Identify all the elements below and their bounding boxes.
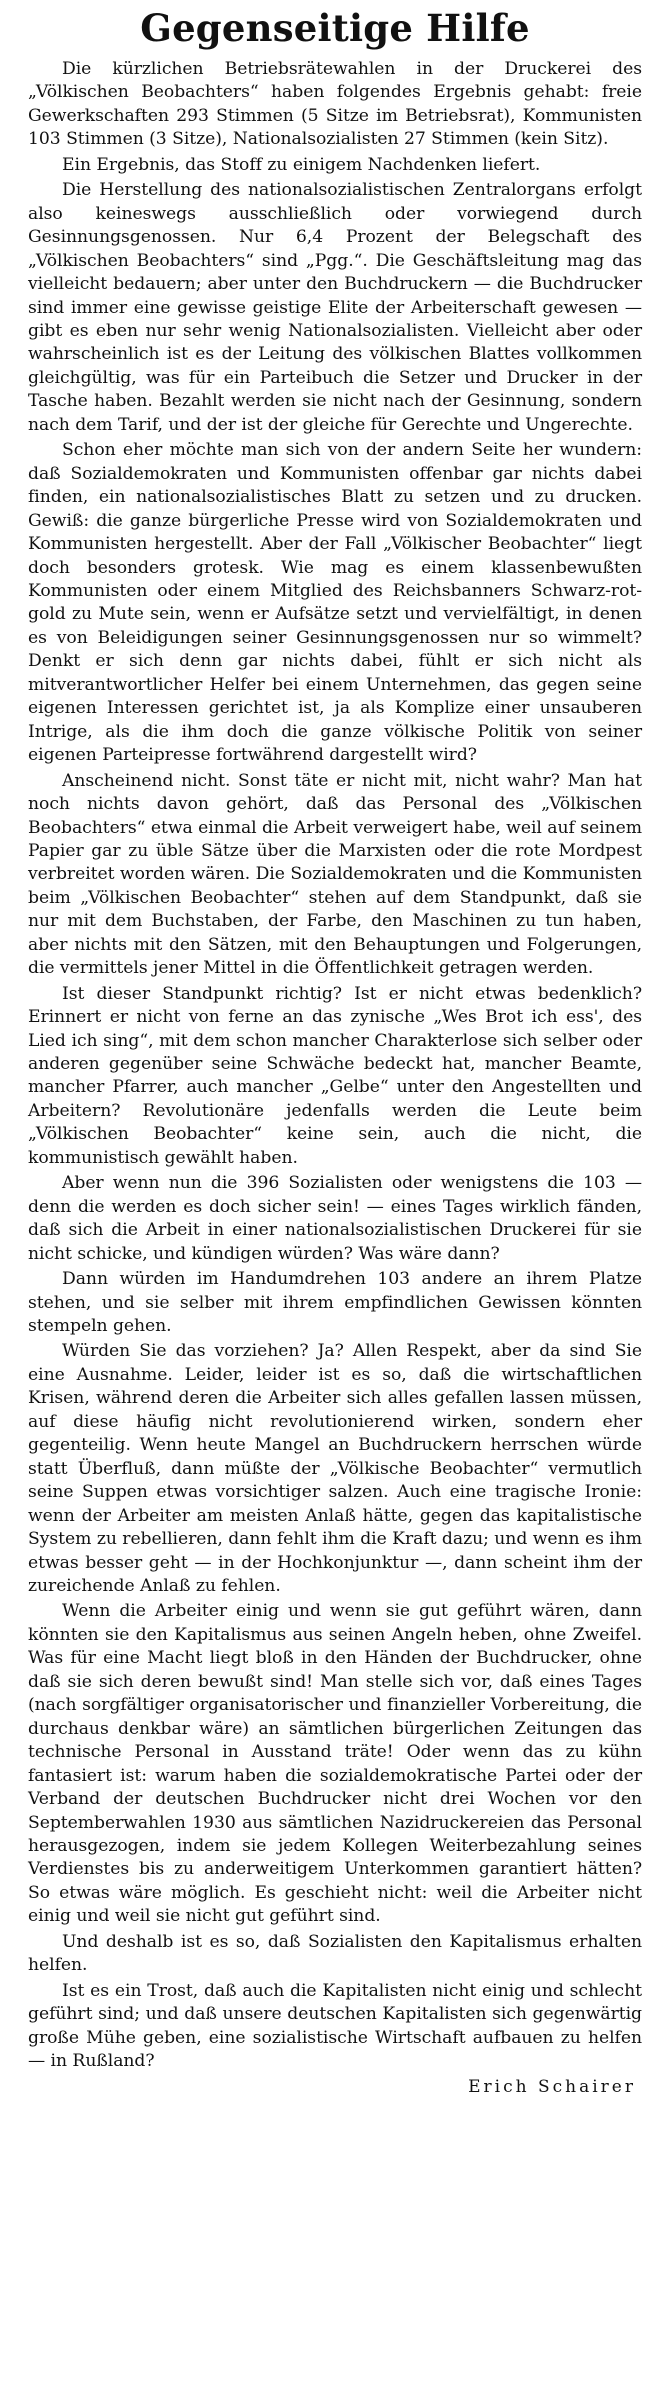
article-paragraph: Wenn die Arbeiter einig und wenn sie gut geführt wären, dann könnten sie den Kapitalismus aus seinen Angeln heben, ohne Zweifel. Was für eine Macht liegt bloß in den Händen der Buchdrucker, ohne daß sie sich deren bewußt sind! Man stelle sich vor, daß eines Tages (nach sorgfältiger organisatorischer und finanzieller Vorbereitung, die durchaus denkbar wäre) an sämtlichen bürgerlichen Zeitungen das technische Personal in Ausstand träte! Oder wenn das zu kühn fantasiert ist: warum haben die sozialdemokratische Partei oder der Verband der deutschen Buchdrucker nicht drei Wochen vor den Septemberwahlen 1930 aus sämtlichen Nazidruckereien das Personal herausgezogen, indem sie jedem Kollegen Weiterbezahlung seines Verdienstes bis zu anderweitigem Unterkommen garantiert hätten? So etwas wäre möglich. Es geschieht nicht: weil die Arbeiter nicht einig und weil sie nicht gut geführt sind. [28,1601,642,1927]
article-title: Gegenseitige Hilfe [140,6,530,50]
article-paragraph: Ist es ein Trost, daß auch die Kapitalisten nicht einig und schlecht geführt sind; und daß unsere deutschen Kapitalisten sich gegenwärtig große Mühe geben, eine sozialistische Wirtschaft aufbauen zu helfen — in Rußland? [28,1980,642,2072]
article-body [28,58,642,2074]
article-paragraph: Die kürzlichen Betriebsrätewahlen in der Druckerei des „Völkischen Beobachters“ haben folgendes Ergebnis gehabt: freie Gewerkschaften 293 Stimmen (5 Sitze im Betriebsrat), Kommunisten 103 Stimmen (3 Sitze), Nationalsozialisten 27 Stimmen (kein Sitz). [28,59,642,150]
article-paragraph: Würden Sie das vorziehen? Ja? Allen Respekt, aber da sind Sie eine Ausnahme. Leider, leider ist es so, daß die wirtschaftlichen Krisen, während deren die Arbeiter sich alles gefallen lassen müssen, auf diese häufig nicht revolutionierend wirken, sondern eher gegenteilig. Wenn heute Mangel an Buchdruckern herrschen würde statt Überfluß, dann müßte der „Völkische Beobachter“ vermutlich seine Suppen etwas vorsichtiger salzen. Auch eine tragische Ironie: wenn der Arbeiter am meisten Anlaß hätte, gegen das kapitalistische System zu rebellieren, dann fehlt ihm die Kraft dazu; und wenn es ihm etwas besser geht — in der Hochkonjunktur —, dann scheint ihm der zureichende Anlaß zu fehlen. [28,1341,642,1596]
article-paragraph: Die Herstellung des nationalsozialistischen Zentralorgans erfolgt also keineswegs ausschließlich oder vorwiegend durch Gesinnungsgenossen. Nur 6,4 Prozent der Belegschaft des „Völkischen Beobachters“ sind „Pgg.“. Die Geschäftsleitung mag das vielleicht bedauern; aber unter den Buchdruckern — die Buchdrucker sind immer eine gewisse geistige Elite der Arbeiterschaft gewesen — gibt es eben nur sehr wenig Nationalsozialisten. Vielleicht aber oder wahrscheinlich ist es der Leitung des völkischen Blattes vollkommen gleichgültig, was für ein Parteibuch die Setzer und Drucker in der Tasche haben. Bezahlt werden sie nicht nach der Gesinnung, sondern nach dem Tarif, und der ist der gleiche für Gerechte und Ungerechte. [28,180,642,435]
article-paragraph: Schon eher möchte man sich von der andern Seite her wundern: daß Sozialdemokraten und Kommunisten offenbar gar nichts dabei finden, ein nationalsozialistisches Blatt zu setzen und zu drucken. Gewiß: die ganze bürgerliche Presse wird von Sozialdemokraten und Kommunisten hergestellt. Aber der Fall „Völkischer Beobachter“ liegt doch besonders grotesk. Wie mag es einem klassenbewußten Kommunisten oder einem Mitglied des Reichsbanners Schwarz-rot-gold zu Mute sein, wenn er Aufsätze setzt und vervielfältigt, in denen es von Beleidigungen seiner Gesinnungsgenossen nur so wimmelt? Denkt er sich denn gar nichts dabei, fühlt er sich nicht als mitverantwortlicher Helfer bei einem Unternehmen, das gegen seine eigenen Interessen gerichtet ist, ja als Komplize einer unsauberen Intrige, als die ihm doch die ganze völkische Politik von seiner eigenen Parteipresse fortwährend dargestellt wird? [28,440,642,766]
article-paragraph: Dann würden im Handumdrehen 103 andere an ihrem Platze stehen, und sie selber mit ihrem empfindlichen Gewissen könnten stempeln gehen. [28,1269,642,1337]
article-paragraph: Ist dieser Standpunkt richtig? Ist er nicht etwas bedenklich? Erinnert er nicht von ferne an das zynische „Wes Brot ich ess', des Lied ich sing“, mit dem schon mancher Charakterlose sich selber oder anderen gegenüber seine Schwäche bedeckt hat, mancher Beamte, mancher Pfarrer, auch mancher „Gelbe“ unter den Angestellten und Arbeitern? Revolutionäre jedenfalls werden die Leute beim „Völkischen Beobachter“ keine sein, auch die nicht, die kommunistisch gewählt haben. [28,983,642,1168]
article-paragraph: Aber wenn nun die 396 Sozialisten oder wenigstens die 103 — denn die werden es doch sicher sein! — eines Tages wirklich fänden, daß sich die Arbeit in einer nationalsozialistischen Druckerei für sie nicht schicke, und kündigen würden? Was wäre dann? [28,1173,642,1264]
article-paragraph: Anscheinend nicht. Sonst täte er nicht mit, nicht wahr? Man hat noch nichts davon gehört, daß das Personal des „Völkischen Beobachters“ etwa einmal die Arbeit verweigert habe, weil auf seinem Papier gar zu üble Sätze über die Marxisten oder die rote Mordpest verbreitet worden wären. Die Sozialdemokraten und die Kommunisten beim „Völkischen Beobachter“ stehen auf dem Standpunkt, daß sie nur mit dem Buchstaben, der Farbe, den Maschinen zu tun haben, aber nichts mit den Sätzen, mit den Behauptungen und Folgerungen, die vermittels jener Mittel in die Öffentlichkeit getragen werden. [28,770,642,979]
article-paragraph: Und deshalb ist es so, daß Sozialisten den Kapitalismus erhalten helfen. [28,1931,642,1976]
author-signature: Erich Schairer [468,2076,636,2097]
article-paragraph: Ein Ergebnis, das Stoff zu einigem Nachdenken liefert. [62,154,541,175]
